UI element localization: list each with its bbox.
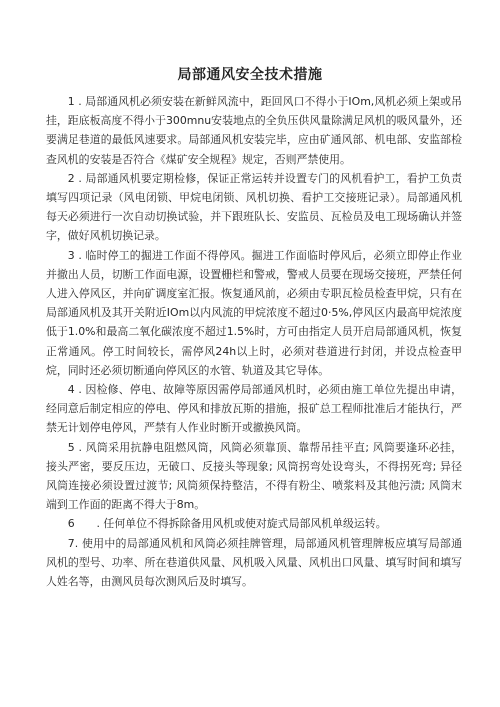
- paragraph-1: 1 . 局部通风机必须安装在新鲜风流中，距回风口不得小于IOm,风机必须上架或吊挂，距底板高度不得小于300mnu安装地点的全负压供风量除满足风机的吸风量外，还要满足巷道的最低风速要求。局部通风机安装完毕，应由矿通风部、机电部、安监部检查风机的安装是否符合《煤矿安全规程》规定，否则严禁使用。: [46, 95, 462, 166]
- document-title: 局部通风安全技术措施: [177, 67, 323, 83]
- paragraph-3: 3 . 临时停工的掘进工作面不得停风。掘进工作面临时停风后，必须立即停止作业并撤出人员，切断工作面电源，设置栅栏和警戒，警戒人员要在现场交接班，严禁任何人进入停风区，并向矿调度室汇报。恢复通风前，必须由专职瓦检员检查甲烷，只有在局部通风机及其开关附近IOm以内风流的甲烷浓度不超过0·5%,停风区内最高甲烷浓度低于1.0%和最高二氧化碳浓度不超过1.5%时，方可由指定人员开启局部通风机，恢复正常通风。停工时间较长，需停风24h以上时，必须对巷道进行封闭，并设点检查甲烷，同时还必须切断通向停风区的水管、轨道及其它导体。: [46, 248, 462, 377]
- document-body: [46, 92, 462, 591]
- paragraph-2: 2 . 局部通风机要定期检修，保证正常运转并设置专门的风机看护工，看护工负责填写四项记录（风电闭锁、甲烷电闭锁、风机切换、看护工交接班记录）。局部通风机每天必须进行一次自动切换试验，并下跟班队长、安监员、瓦检员及电工现场确认并签字，做好风机切换记录。: [46, 171, 462, 243]
- paragraph-4: 4 . 因检修、停电、故障等原因需停局部通风机时，必须由施工单位先提出申请，经同意后制定相应的停电、停风和排放瓦斯的措施，报矿总工程师批准后才能执行，严禁无计划停电停风，严禁有人作业时断开或撤换风筒。: [46, 383, 462, 435]
- paragraph-5: 5 . 风筒采用抗静电阻燃风筒，风筒必须靠顶、靠帮吊挂平直; 风筒要逢环必挂，接头严密，要反压边，无破口、反接头等现象; 风筒拐弯处设弯头，不得拐死弯; 异径风筒连接必须设置过渡节; 风筒须保持整洁，不得有粉尘、喷浆料及其他污渍; 风筒末端到工作面的距离不得大于8m。: [46, 440, 462, 512]
- paragraph-6: 6 . 任何单位不得拆除备用风机或使对旋式局部风机单级运转。: [67, 517, 387, 531]
- paragraph-7: 7. 使用中的局部通风机和风筒必须挂牌管理，局部通风机管理牌板应填写局部通风机的型号、功率、所在巷道供风量、风机吸入风量、风机出口风量、填写时间和填写人姓名等，由测风员每次测风后及时填写。: [46, 536, 462, 589]
